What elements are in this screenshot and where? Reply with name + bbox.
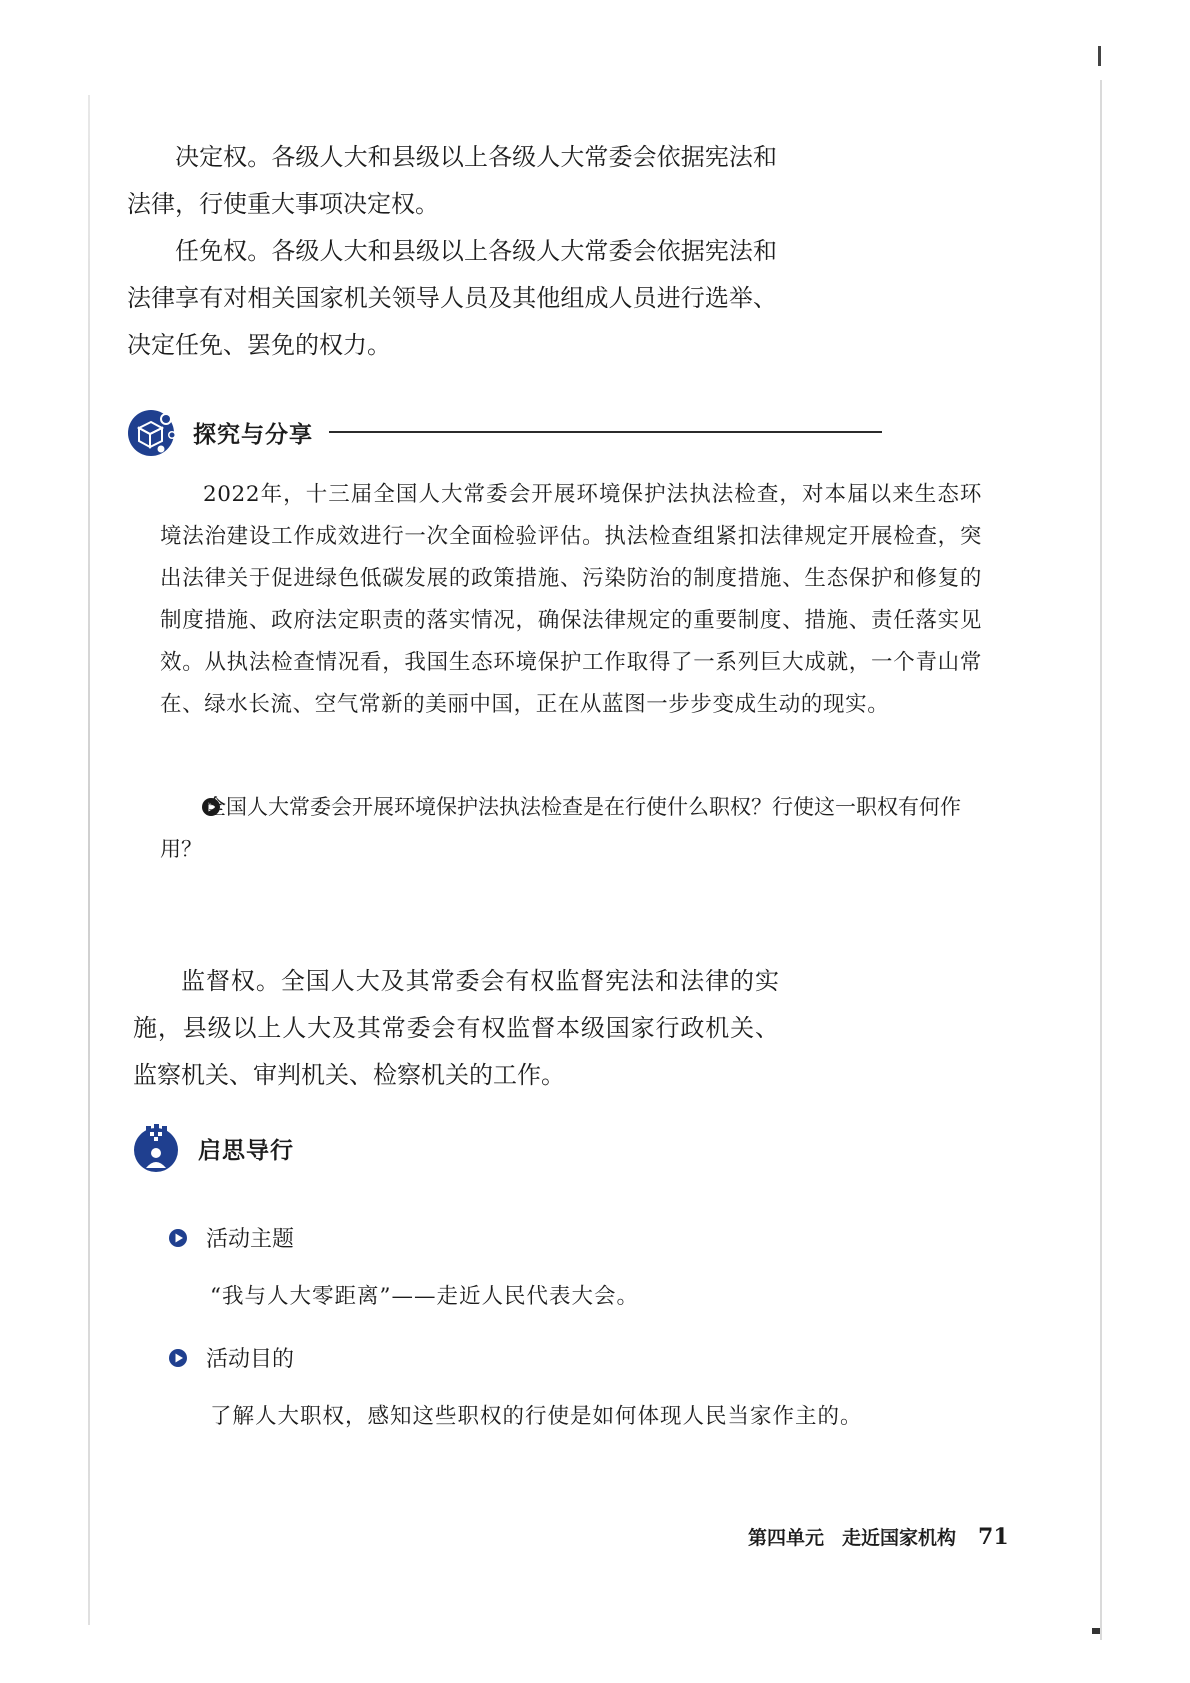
footer-unit: 第四单元 <box>748 1527 825 1549</box>
activity-purpose-text: 了解人大职权，感知这些职权的行使是如何体现人民当家作主的。 <box>210 1404 863 1429</box>
paragraph-supervision-power: 监督权。全国人大及其常委会有权监督宪法和法律的实施，县级以上人大及其常委会有权监督本级国家行政机关、监察机关、审判机关、检察机关的工作。 <box>133 967 779 1089</box>
activity-label: 活动主题 <box>206 1227 295 1252</box>
explore-section-header <box>127 406 882 458</box>
case-study-text: 2022年，十三届全国人大常委会开展环境保护法执法检查，对本届以来生态环境法治建设工作成效进行一次全面检验评估。执法检查组紧扣法律规定开展检查，突出法律关于促进绿色低碳发展的政策措施、污染防治的制度措施、生态保护和修复的制度措施、政府法定职责的落实情况，确保法律规定的重要制度、措施、责任落实见效。从执法检查情况看，我国生态环境保护工作取得了一系列巨大成就，一个青山常在、绿水长流、空气常新的美丽中国，正在从蓝图一步步变成生动的现实。 <box>160 482 982 717</box>
scan-mark <box>1092 1628 1100 1634</box>
scan-mark <box>1098 46 1101 66</box>
play-bullet-icon <box>168 1228 188 1248</box>
page-footer <box>748 1523 1009 1550</box>
paragraph-appointment-power: 任免权。各级人大和县级以上各级人大常委会依据宪法和法律享有对相关国家机关领导人员及其他组成人员进行选举、决定任免、罢免的权力。 <box>127 237 777 359</box>
activity-purpose-item <box>168 1342 294 1373</box>
paragraph-decision-power: 决定权。各级人大和县级以上各级人大常委会依据宪法和法律，行使重大事项决定权。 <box>127 143 777 218</box>
activity-label: 活动目的 <box>206 1347 295 1372</box>
play-bullet-icon <box>168 1348 188 1368</box>
guide-section-header <box>132 1122 294 1174</box>
section-divider <box>329 431 882 433</box>
page-gutter-shadow <box>88 95 90 1625</box>
activity-theme-text: “我与人大零距离”——走近人民代表大会。 <box>210 1284 639 1309</box>
page-number: 71 <box>978 1524 1009 1550</box>
section-title: 探究与分享 <box>193 421 313 448</box>
section-title: 启思导行 <box>198 1137 294 1164</box>
discussion-question: 全国人大常委会开展环境保护法执法检查是在行使什么职权？行使这一职权有何作用？ <box>160 795 961 861</box>
guide-person-icon <box>132 1122 184 1174</box>
activity-theme-item <box>168 1222 294 1253</box>
footer-chapter: 走近国家机构 <box>842 1527 957 1549</box>
cube-molecule-icon <box>127 406 179 458</box>
page-edge <box>1100 80 1102 1640</box>
